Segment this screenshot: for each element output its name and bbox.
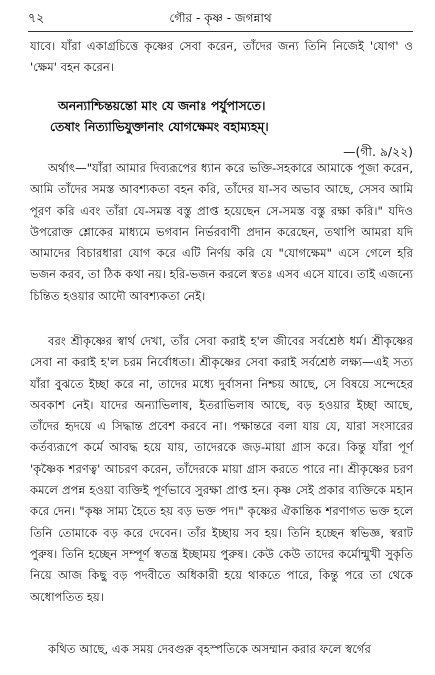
header-rule xyxy=(28,31,413,32)
paragraph-translation: অর্থাৎ—"যাঁরা আমার দিব্যরূপের ধ্যান করে ভক্তি-সহকারে আমাকে পূজা করেন, আমি তাঁদের সমস্ত আবশ্যকতা বহন করি, তাঁদের যা-সব অভাব আছে, সেসব আমি পূরণ করি এবং তাঁরা যে-সমস্ত বস্তু প্রাপ্ত হয়েছেন সে-সমস্ত বস্তু রক্ষা করি।" যদিও উপরোক্ত শ্লোকের মাধ্যমে ভগবান নির্ভরবাণী প্রদান করেছেন, তথাপি আমরা যদি আমাদের বিচারধারা যোগ করে এটি নির্ণয় করি যে "যোগক্ষেম" এসে গেলে হরি ভজন করব, তা ঠিক কথা নয়। হরি-ভজন করলে স্বতঃ এসব এসে যাবে। তাই এজন্যে চিন্তিত হওয়ার আদৌ আবশ্যকতা নেই। xyxy=(30,161,413,303)
verse-line-2: তেষাং নিত্যাভিযুক্তানাং যোগক্ষেমং বহাম্যহম্‌। xyxy=(50,119,269,134)
paragraph-continuation: যাবে। যাঁরা একাগ্রচিত্তে কৃষ্ণের সেবা করেন, তাঁদের জন্য তিনি নিজেই 'যোগ' ও 'ক্ষেম' বহন করেন। xyxy=(30,39,413,75)
paragraph-last: কথিত আছে, এক সময় দেবগুরু বৃহস্পতিকে অসম্মান করার ফলে স্বর্গের xyxy=(48,642,371,656)
page-number: ৭২ xyxy=(28,10,45,25)
paragraph-main: বরং শ্রীকৃষ্ণের স্বার্থ দেখা, তাঁর সেবা করাই হ'ল জীবের সর্বশ্রেষ্ঠ ধর্ম। শ্রীকৃষ্ণের সেবা না করাই হ'ল চরম নির্বোধতা। শ্রীকৃষ্ণের সেবা করাই সর্বশ্রেষ্ঠ লক্ষ্য—এই সত্য যাঁরা বুঝতে ইচ্ছা করে না, তাদের মধ্যে দুর্বাসনা নিশ্চয় আছে, সে বিষয়ে সন্দেহের অবকাশ নেই। যাদের অন্যাভিলাষ, ইতরাভিলাষ আছে, বড় হওয়ার ইচ্ছা আছে, তাঁদের হৃদয়ে এ সিদ্ধান্ত প্রবেশ করবে না। পক্ষান্তরে বলা যায় যে, যারা সংসারের কর্তব্যরূপে কর্মে আবদ্ধ হয়ে যায়, তাদেরকে জড়-মায়া গ্রাস করে। কিন্তু যাঁরা পূর্ণ 'কৃষ্ণৈক শরণত্ব' আচরণ করেন, তাঁদেরকে মায়া গ্রাস করতে পারে না। শ্রীকৃষ্ণের চরণ কমলে প্রপন্ন হওয়া ব্যক্তিই পূর্ণভাবে সুরক্ষা প্রাপ্ত হন। কৃষ্ণ সেই প্রকার ব্যক্তিকে মহান করে দেন। "কৃষ্ণ সাম্য হৈতে হয় বড় ভক্ত পদ।" কৃষ্ণের ঐকান্তিক শরণাগত ভক্ত হলে তিনি তোমাকে বড় করে দেবেন। তাঁর ইচ্ছায় সব হয়। তিনি হচ্ছেন স্বভিজ্ঞ, স্বরাট পুরুষ। তিনি হচ্ছেন সম্পূর্ণ স্বতন্ত্র ইচ্ছাময় পুরুষ। কেউ কেউ তাদের কর্মোন্মুখী সুকৃতি নিয়ে আজ কিছু বড় পদবীতে অধিকারী হয়ে থাকতে পারে, কিন্তু পরে তা থেকে অধোপতিত হয়। xyxy=(30,334,413,604)
verse-reference: —(গী. ৯/২২) xyxy=(343,144,413,159)
sanskrit-verse xyxy=(50,95,413,159)
verse-line-1: অনন্যাশ্চিন্তয়ন্তো মাং যে জনাঃ পর্যুপাসতে। xyxy=(58,98,266,113)
running-title: গৌর - কৃষ্ণ - জগন্নাথ xyxy=(169,11,272,25)
page-header xyxy=(28,8,413,30)
